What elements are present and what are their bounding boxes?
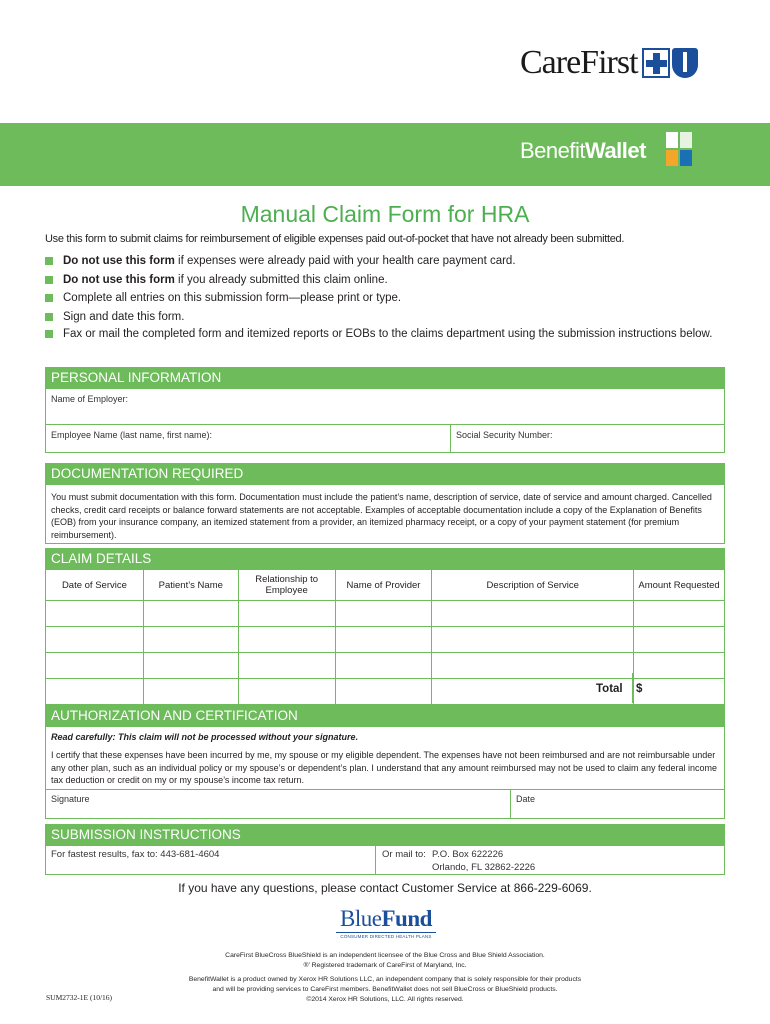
footer-services-text: and will be providing services to CareFirst members. BenefitWallet does not sell BlueCross or BlueShield products. xyxy=(212,986,558,993)
column-header: Patient’s Name xyxy=(143,570,238,601)
list-item: Do not use this form if expenses were already paid with your health care payment card. xyxy=(45,252,725,271)
list-item: Do not use this form if you already submitted this claim online. xyxy=(45,271,725,290)
carefirst-logo xyxy=(520,44,698,82)
blue-shield-icon xyxy=(672,48,698,78)
mail-address-line2: Orlando, FL 32862-2226 xyxy=(432,862,536,873)
instruction-list xyxy=(45,252,725,343)
bluefund-logo: BlueFund CONSUMER DIRECTED HEALTH PLANS xyxy=(336,907,436,939)
column-header: Description of Service xyxy=(432,570,634,601)
authorization-warning: Read carefully: This claim will not be processed without your signature. xyxy=(51,732,359,742)
signature-field-label: Signature xyxy=(51,794,90,804)
column-header: Name of Provider xyxy=(335,570,432,601)
footer-trademark-text: ®’ Registered trademark of CareFirst of Maryland, Inc. xyxy=(303,962,467,969)
footer-product-text: BenefitWallet is a product owned by Xerox HR Solutions LLC, an independent company that is solely responsible for their products xyxy=(188,976,582,983)
submission-heading: SUBMISSION INSTRUCTIONS xyxy=(45,824,725,846)
form-title: Manual Claim Form for HRA xyxy=(240,201,530,227)
column-header: Date of Service xyxy=(46,570,144,601)
table-row[interactable] xyxy=(46,627,725,653)
employer-field-label: Name of Employer: xyxy=(51,394,129,404)
footer-copyright: ©2014 Xerox HR Solutions, LLC. All rights reserved. xyxy=(306,996,464,1003)
fax-instruction: For fastest results, fax to: 443-681-4604 xyxy=(51,849,220,860)
benefitwallet-banner xyxy=(0,123,770,186)
column-header: Relationship to Employee xyxy=(238,570,335,601)
claim-details-heading: CLAIM DETAILS xyxy=(45,548,725,570)
mail-address-line1: P.O. Box 622226 xyxy=(432,849,504,860)
documentation-heading: DOCUMENTATION REQUIRED xyxy=(45,463,725,485)
table-row[interactable] xyxy=(46,653,725,679)
form-code: SUM2732-1E (10/16) xyxy=(46,993,113,1002)
list-item: Complete all entries on this submission form—please print or type. xyxy=(45,289,725,308)
list-item: Fax or mail the completed form and itemized reports or EOBs to the claims department using the submission instructions below. xyxy=(45,326,725,343)
list-item: Sign and date this form. xyxy=(45,308,725,327)
total-label: Total xyxy=(596,683,623,695)
table-row[interactable] xyxy=(46,601,725,627)
employee-name-field-label: Employee Name (last name, first name): xyxy=(51,430,213,440)
footer-licensee-text: CareFirst BlueCross BlueShield is an independent licensee of the Blue Cross and Blue Shield Association. xyxy=(225,952,545,959)
certification-text: I certify that these expenses have been incurred by me, my spouse or my eligible dependent. The expenses have not been reimbursed and are not reimbursable under any other plan, such as an individual policy or my spouse’s or dependent’s plan. I understand that any amount reimbursed may not be used to claim any federal income tax deduction or credit on my or my spouse’s income tax return. xyxy=(51,750,718,785)
total-currency: $ xyxy=(636,683,643,695)
mail-label: Or mail to: xyxy=(382,849,426,860)
table-header-row xyxy=(46,570,725,601)
blue-cross-icon xyxy=(642,48,670,78)
carefirst-wordmark: CareFirst xyxy=(520,44,638,81)
ssn-field-label: Social Security Number: xyxy=(456,430,553,440)
customer-service-text: If you have any questions, please contact Customer Service at 866-229-6069. xyxy=(178,881,592,895)
personal-info-heading: PERSONAL INFORMATION xyxy=(45,367,725,389)
documentation-text: You must submit documentation with this form. Documentation must include the patient’s name, description of service, date of service and amount charged. Cancelled checks, credit card receipts or balance forward statements are not acceptable. Examples of acceptable documentation include a copy of the Explanation of Benefits (EOB) from your insurance company, an itemized statement from a provider, an itemized pharmacy receipt, or a copy of your payment statement (for premium reimbursement). xyxy=(51,492,712,540)
claim-details-table xyxy=(45,569,725,705)
column-header: Amount Requested xyxy=(634,570,725,601)
intro-text: Use this form to submit claims for reimbursement of eligible expenses paid out-of-pocket that have not already been submitted. xyxy=(45,233,625,245)
benefitwallet-wordmark: BenefitWallet xyxy=(520,138,646,163)
date-field-label: Date xyxy=(516,794,536,804)
benefitwallet-logo-icon xyxy=(666,132,694,166)
table-row[interactable] xyxy=(46,679,725,705)
authorization-heading: AUTHORIZATION AND CERTIFICATION xyxy=(45,705,725,727)
